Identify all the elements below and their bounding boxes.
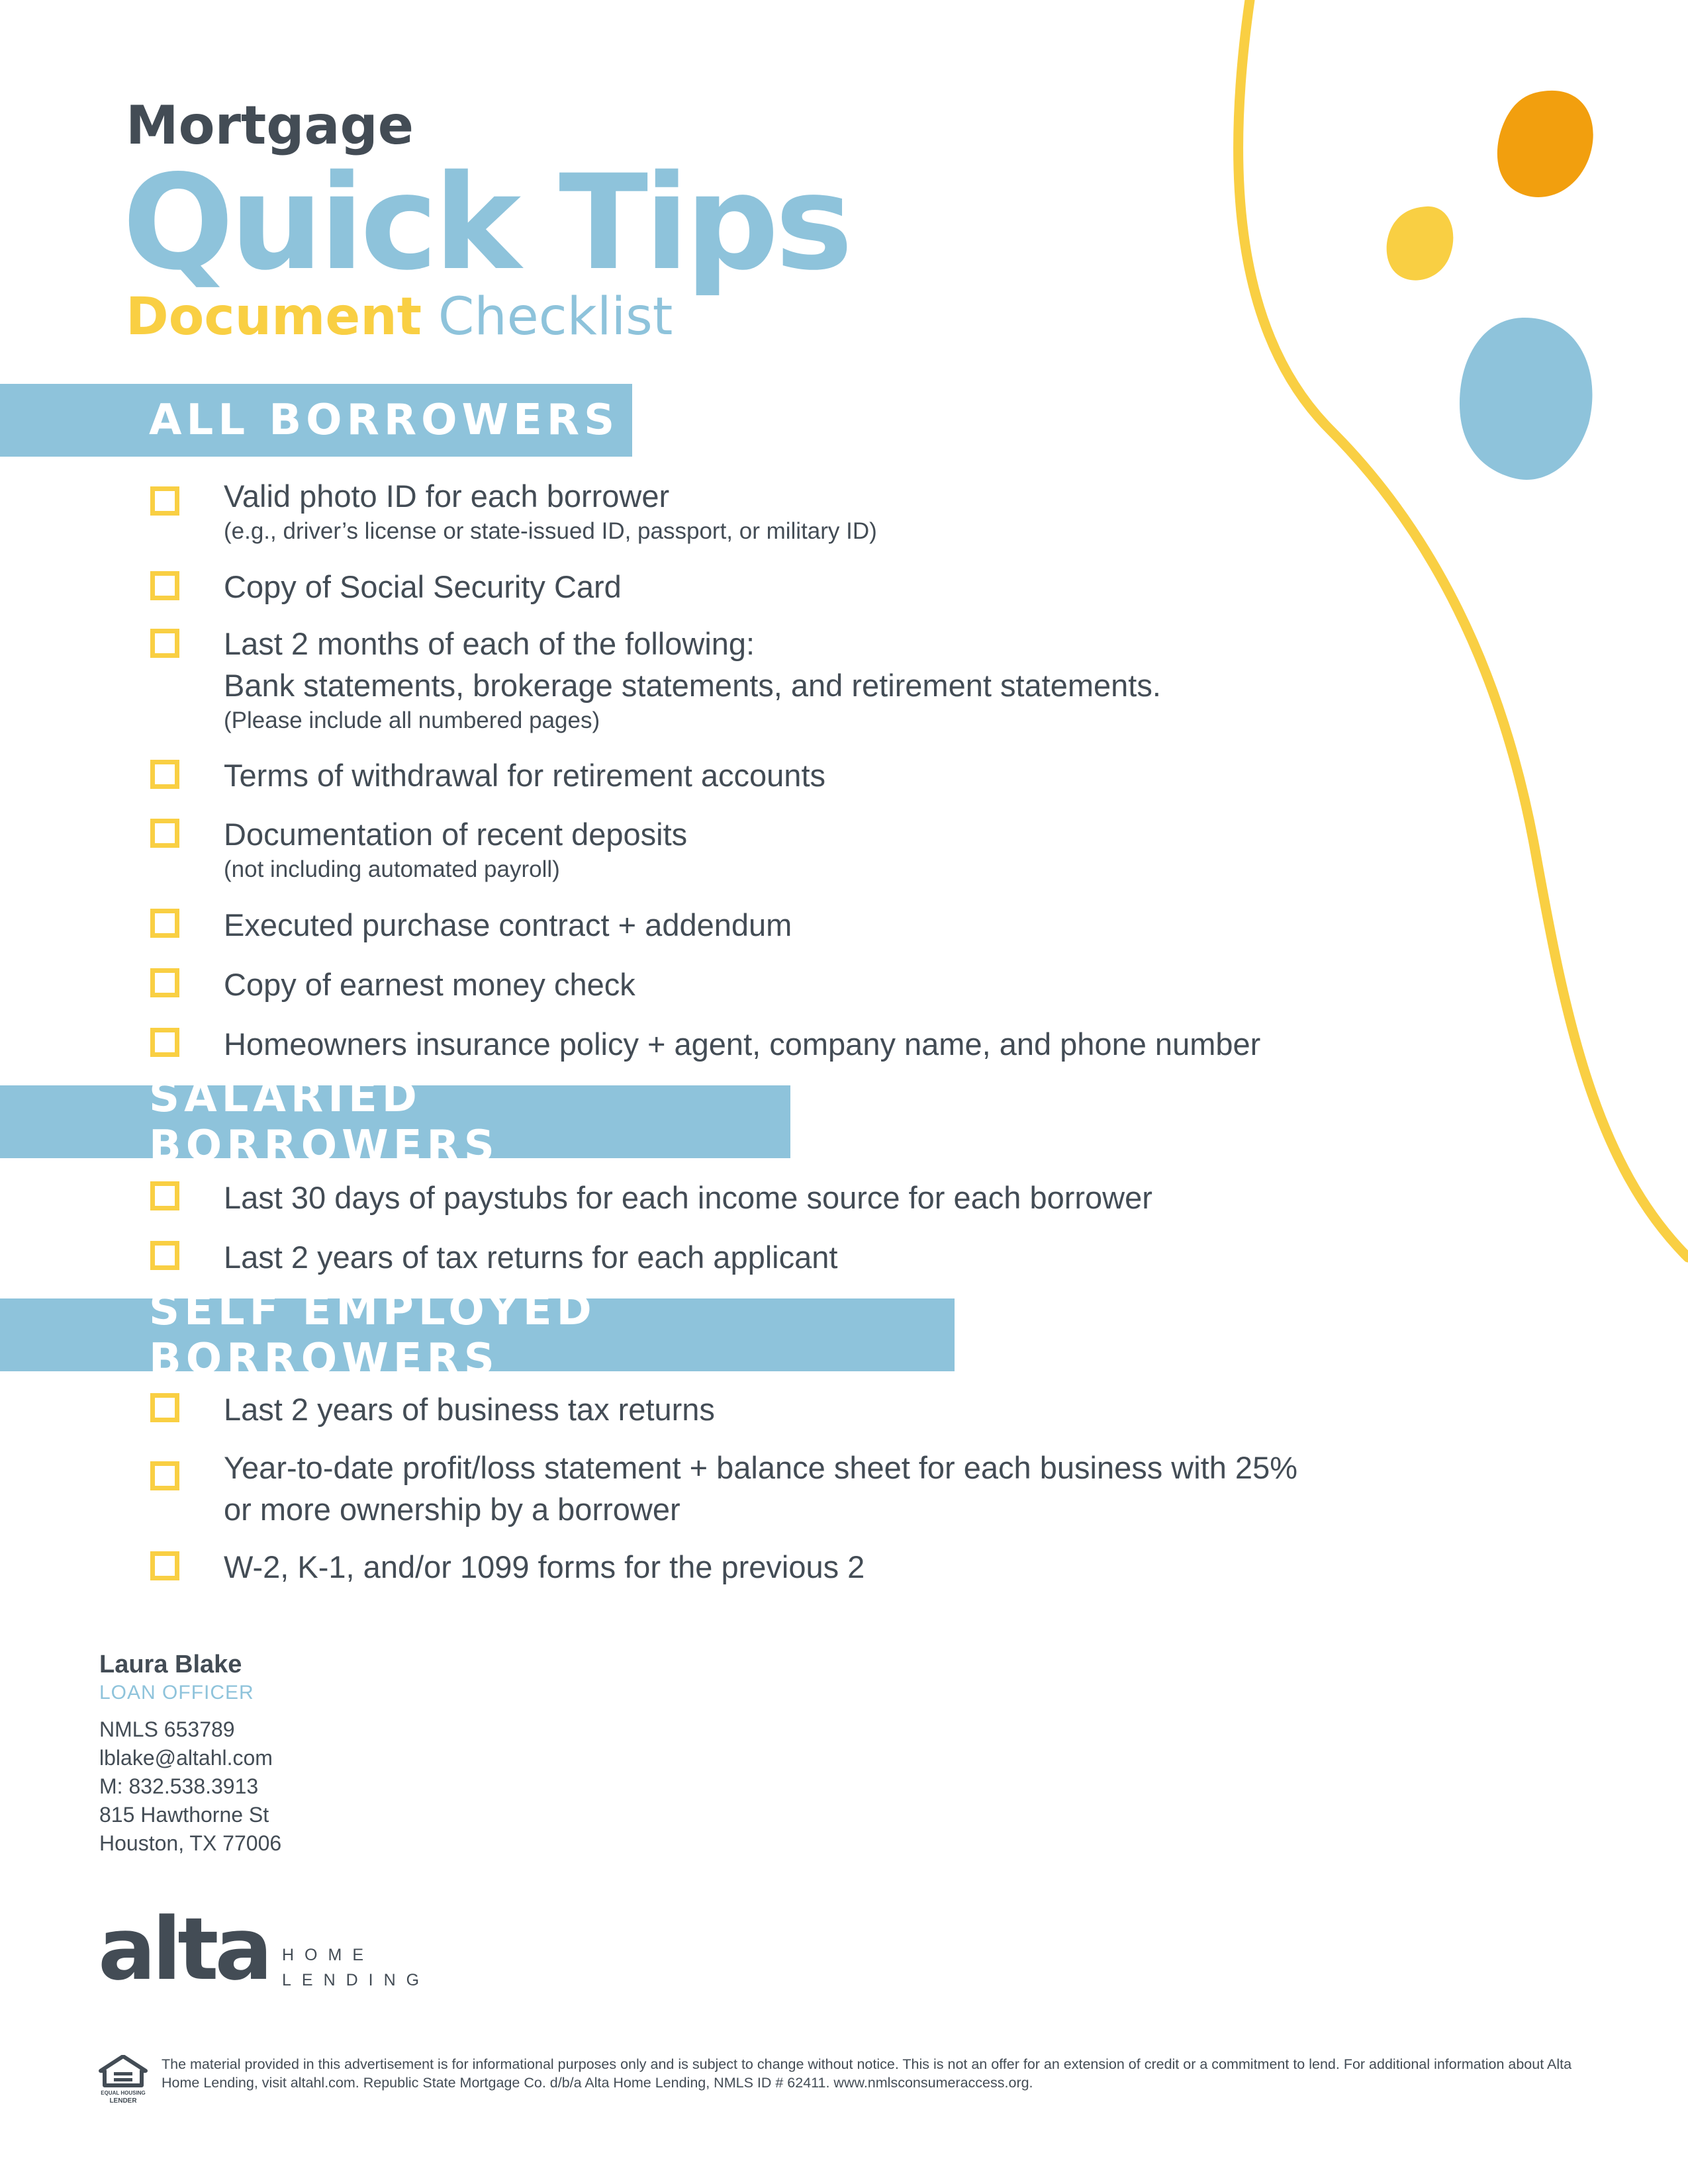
item-text [224,1236,1481,1278]
item-label-line2: or more ownership by a borrower [224,1492,680,1527]
checkbox[interactable] [150,486,179,516]
checkbox[interactable] [150,1551,179,1580]
section-all-borrowers [0,384,632,457]
item-label: Last 2 months of each of the following: [224,626,755,661]
checkbox[interactable] [150,1393,179,1422]
item-label: Last 30 days of paystubs for each income source for each borrower [224,1180,1152,1215]
item-text [224,475,1481,546]
checkbox[interactable] [150,571,179,600]
section-title: ALL BORROWERS [149,396,620,445]
item-text [224,1447,1481,1530]
contact-city: Houston, TX 77006 [99,1831,282,1855]
section-title: SALARIED BORROWERS [149,1073,499,1171]
orange-blob [1497,91,1593,197]
item-label: Last 2 years of business tax returns [224,1392,715,1427]
checkbox[interactable] [150,1181,179,1210]
checkbox[interactable] [150,629,179,658]
blue-blob [1460,318,1592,480]
header-mortgage: Mortgage [126,95,414,156]
item-text [224,964,1481,1005]
item-label-line2: Bank statements, brokerage statements, and retirement statements. [224,668,1161,703]
ehl-line1: EQUAL HOUSING [101,2090,146,2096]
item-label: Homeowners insurance policy + agent, company name, and phone number [224,1026,1261,1062]
logo-tagline [282,1942,430,1993]
item-label: Copy of earnest money check [224,967,635,1002]
item-label: Last 2 years of tax returns for each applicant [224,1240,838,1275]
checkbox[interactable] [150,1461,179,1490]
item-label: Year-to-date profit/loss statement + balance sheet for each business with 25% [224,1450,1298,1485]
section-title: SELF EMPLOYED BORROWERS [149,1286,596,1384]
logo-wordmark: alta [98,1899,269,1999]
subtitle-checklist: Checklist [438,287,673,347]
item-label: Documentation of recent deposits [224,817,688,852]
checkbox[interactable] [150,1028,179,1057]
item-label: W-2, K-1, and/or 1099 forms for the previous 2 [224,1549,865,1584]
checkbox[interactable] [150,968,179,997]
item-note: (Please include all numbered pages) [224,707,600,733]
header-subtitle [126,287,673,347]
contact-street: 815 Hawthorne St [99,1803,269,1827]
item-label: Copy of Social Security Card [224,569,622,604]
item-text [224,904,1481,946]
subtitle-document: Document [126,287,422,347]
equal-housing-lender-icon [98,2055,148,2107]
item-text [224,566,1481,608]
item-note: (e.g., driver’s license or state-issued ID, passport, or military ID) [224,518,877,544]
checkbox[interactable] [150,819,179,848]
item-text [224,623,1481,735]
item-text [224,1177,1481,1218]
header-quick-tips: Quick Tips [122,146,849,299]
disclaimer-text: The material provided in this advertisement is for informational purposes only and is subject to change without notice. This is not an offer for an extension of credit or a commitment to lend. For additional information about Alta Home Lending, visit altahl.com. Republic State Mortgage Co. d/b/a Alta Home Lending, NMLS ID # 62411. www.nmlsconsumeraccess.org. [162,2056,1572,2091]
alta-home-lending-logo [98,1899,430,1999]
section-self-employed-borrowers [0,1286,955,1384]
contact-name: Laura Blake [99,1651,242,1678]
contact-nmls: NMLS 653789 [99,1717,235,1741]
item-label: Valid photo ID for each borrower [224,478,670,514]
contact-email-link[interactable]: lblake@altahl.com [99,1746,273,1770]
checkbox[interactable] [150,760,179,789]
item-label: Executed purchase contract + addendum [224,907,792,942]
item-text [224,1388,1481,1430]
item-text [224,754,1481,796]
contact-card [99,1649,281,1858]
contact-mobile[interactable]: M: 832.538.3913 [99,1774,259,1798]
item-label: Terms of withdrawal for retirement accounts [224,758,825,793]
item-text [224,1546,1481,1588]
section-salaried-borrowers [0,1073,790,1171]
ehl-line2: LENDER [109,2097,137,2105]
logo-tagline-home: HOME [282,1946,374,1964]
item-text [224,1023,1481,1065]
item-text [224,813,1481,884]
logo-tagline-lending: LENDING [282,1971,430,1989]
contact-title: LOAN OFFICER [99,1682,254,1704]
item-note: (not including automated payroll) [224,856,560,882]
small-yellow-blob [1387,206,1454,281]
checkbox[interactable] [150,1241,179,1270]
checkbox[interactable] [150,909,179,938]
